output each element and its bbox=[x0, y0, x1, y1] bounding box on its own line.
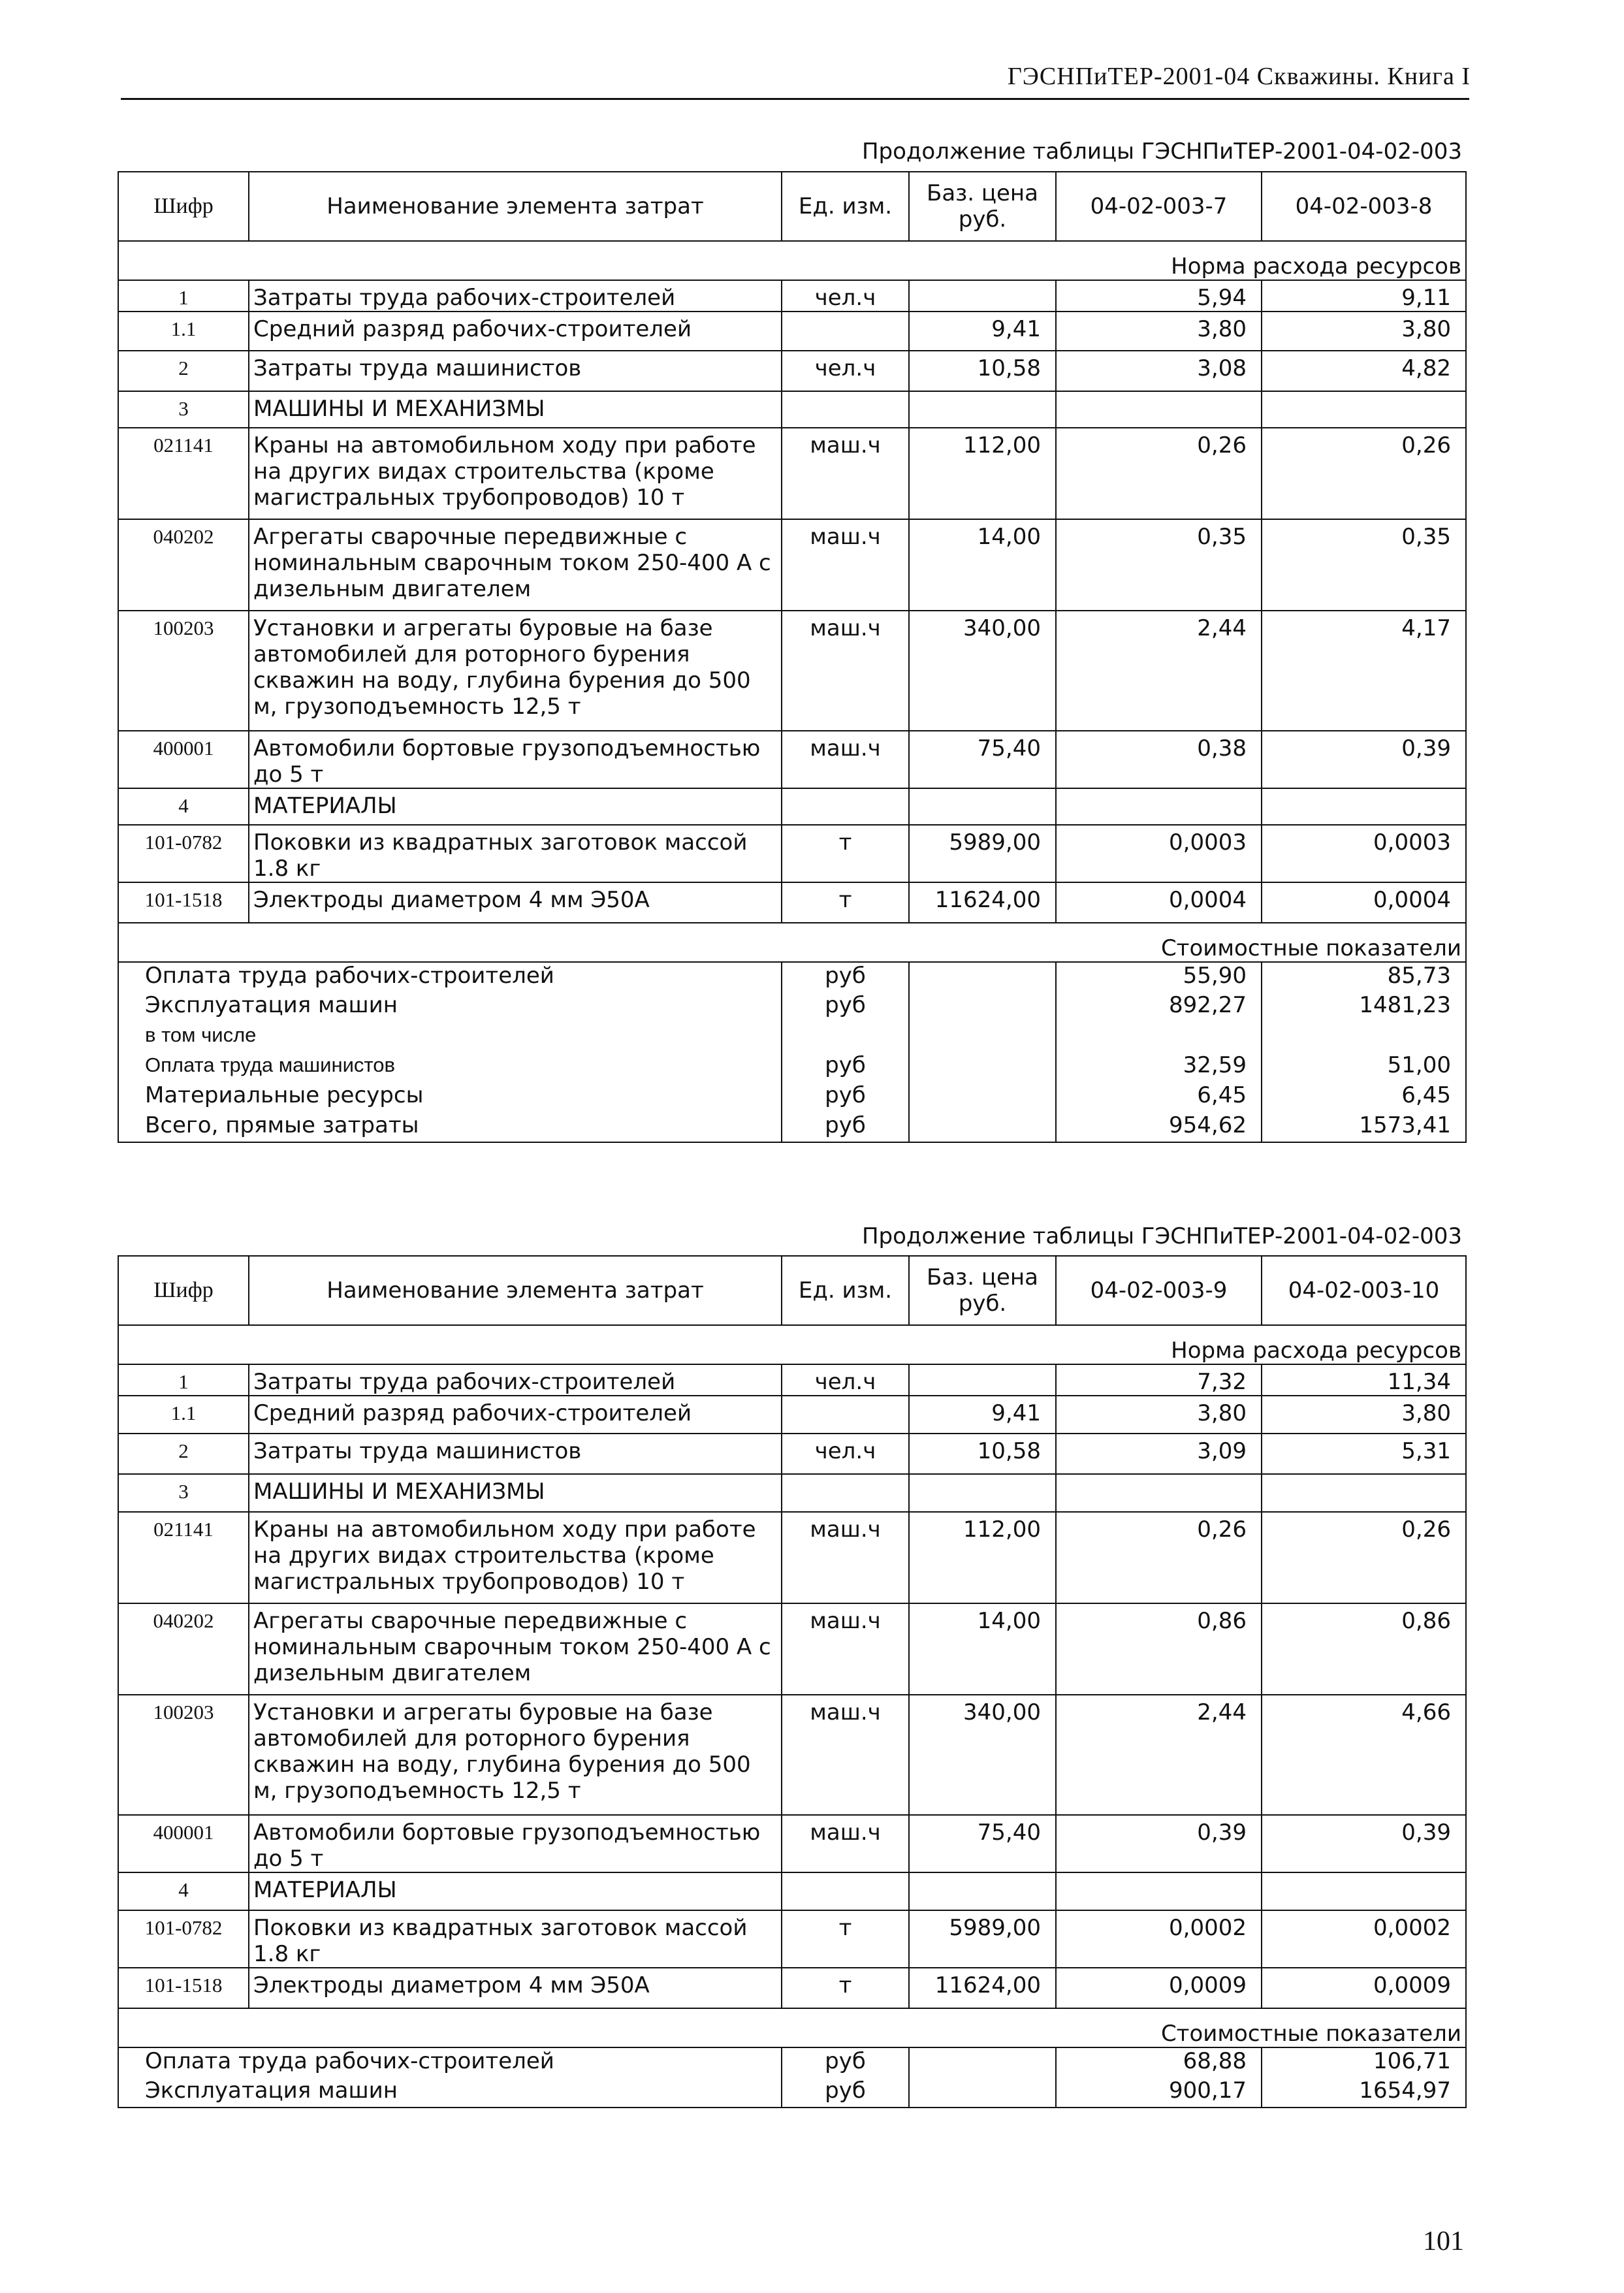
row-unit: чел.ч bbox=[782, 1434, 909, 1474]
row-code: 400001 bbox=[118, 1815, 249, 1872]
cost-row-unit: руб bbox=[782, 1112, 909, 1142]
cost-row-value-a: 954,62 bbox=[1056, 1112, 1262, 1142]
cost-row-price bbox=[909, 1082, 1056, 1112]
table-row bbox=[118, 1815, 1466, 1872]
row-value-b: 0,0003 bbox=[1262, 825, 1466, 882]
table-row bbox=[118, 1474, 1466, 1512]
table-row bbox=[118, 788, 1466, 825]
col-name-header: Наименование элемента затрат bbox=[249, 1256, 782, 1325]
cost-row-value-a: 32,59 bbox=[1056, 1052, 1262, 1082]
row-price: 11624,00 bbox=[909, 1968, 1056, 2008]
row-code: 021141 bbox=[118, 1512, 249, 1603]
row-unit: маш.ч bbox=[782, 611, 909, 731]
row-value-b: 11,34 bbox=[1262, 1364, 1466, 1396]
row-unit: маш.ч bbox=[782, 1695, 909, 1815]
col-price-header: Баз. цена руб. bbox=[909, 172, 1056, 241]
table-row bbox=[118, 731, 1466, 788]
table-row bbox=[118, 1364, 1466, 1396]
cost-row bbox=[118, 962, 1466, 992]
row-value-a: 3,09 bbox=[1056, 1434, 1262, 1474]
row-code: 100203 bbox=[118, 1695, 249, 1815]
table-row bbox=[118, 1872, 1466, 1910]
row-name: Установки и агрегаты буровые на базе автомобилей для роторного бурения скважин на воду, глубина бурения до 500 м, грузоподъемность 12,5 т bbox=[249, 611, 782, 731]
section-title: МАТЕРИАЛЫ bbox=[249, 1872, 782, 1910]
cost-row-value-a: 900,17 bbox=[1056, 2077, 1262, 2108]
table-row bbox=[118, 825, 1466, 882]
row-code: 101-0782 bbox=[118, 825, 249, 882]
col-b-header: 04-02-003-8 bbox=[1262, 172, 1466, 241]
cost-label-row bbox=[118, 2008, 1466, 2047]
cost-row-value-a: 68,88 bbox=[1056, 2047, 1262, 2077]
row-unit: чел.ч bbox=[782, 280, 909, 312]
row-unit bbox=[782, 391, 909, 428]
row-value-b: 0,26 bbox=[1262, 1512, 1466, 1603]
row-unit bbox=[782, 1872, 909, 1910]
cost-row-value-b: 106,71 bbox=[1262, 2047, 1466, 2077]
row-value-b: 3,80 bbox=[1262, 1396, 1466, 1434]
cost-row-value-b: 51,00 bbox=[1262, 1052, 1466, 1082]
cost-row-price bbox=[909, 1112, 1056, 1142]
cost-row-unit: руб bbox=[782, 962, 909, 992]
row-price bbox=[909, 1872, 1056, 1910]
cost-row-price bbox=[909, 1052, 1056, 1082]
cost-row-unit: руб bbox=[782, 992, 909, 1022]
cost-row-value-b bbox=[1262, 1022, 1466, 1052]
row-price: 5989,00 bbox=[909, 1910, 1056, 1968]
table-row bbox=[118, 351, 1466, 391]
row-code: 4 bbox=[118, 788, 249, 825]
row-value-a: 0,0003 bbox=[1056, 825, 1262, 882]
table-row bbox=[118, 882, 1466, 923]
row-code: 1 bbox=[118, 1364, 249, 1396]
table-row bbox=[118, 1434, 1466, 1474]
table-row bbox=[118, 1695, 1466, 1815]
table-caption-1: Продолжение таблицы ГЭСНПиТЕР-2001-04-02-003 bbox=[861, 138, 1462, 165]
row-value-b bbox=[1262, 1872, 1466, 1910]
row-price: 11624,00 bbox=[909, 882, 1056, 923]
row-price bbox=[909, 1364, 1056, 1396]
cost-row bbox=[118, 2047, 1466, 2077]
cost-row-value-b: 6,45 bbox=[1262, 1082, 1466, 1112]
row-code: 1.1 bbox=[118, 1396, 249, 1434]
norm-label-row bbox=[118, 1325, 1466, 1364]
row-value-b: 4,82 bbox=[1262, 351, 1466, 391]
row-value-a: 3,80 bbox=[1056, 1396, 1262, 1434]
row-unit: т bbox=[782, 825, 909, 882]
resource-table-2 bbox=[118, 1255, 1467, 2108]
section-title: МАШИНЫ И МЕХАНИЗМЫ bbox=[249, 391, 782, 428]
resource-table-1 bbox=[118, 171, 1467, 1143]
row-unit: чел.ч bbox=[782, 351, 909, 391]
row-price: 9,41 bbox=[909, 1396, 1056, 1434]
row-value-b: 4,17 bbox=[1262, 611, 1466, 731]
cost-row bbox=[118, 992, 1466, 1022]
cost-row-label: Оплата труда рабочих-строителей bbox=[118, 962, 782, 992]
row-price bbox=[909, 788, 1056, 825]
row-name: Краны на автомобильном ходу при работе на других видах строительства (кроме магистральных трубопроводов) 10 т bbox=[249, 428, 782, 519]
row-price: 340,00 bbox=[909, 611, 1056, 731]
cost-label: Стоимостные показатели bbox=[118, 923, 1466, 962]
cost-row bbox=[118, 1052, 1466, 1082]
table-row bbox=[118, 1603, 1466, 1695]
row-value-b: 4,66 bbox=[1262, 1695, 1466, 1815]
row-unit bbox=[782, 312, 909, 351]
row-price: 340,00 bbox=[909, 1695, 1056, 1815]
row-value-a: 0,38 bbox=[1056, 731, 1262, 788]
row-code: 040202 bbox=[118, 1603, 249, 1695]
cost-label-row bbox=[118, 923, 1466, 962]
cost-row-unit: руб bbox=[782, 1052, 909, 1082]
cost-row-value-a: 892,27 bbox=[1056, 992, 1262, 1022]
row-unit: маш.ч bbox=[782, 731, 909, 788]
row-name: Затраты труда машинистов bbox=[249, 351, 782, 391]
row-price bbox=[909, 1474, 1056, 1512]
row-name: Затраты труда машинистов bbox=[249, 1434, 782, 1474]
row-code: 1 bbox=[118, 280, 249, 312]
table-row bbox=[118, 1512, 1466, 1603]
row-code: 1.1 bbox=[118, 312, 249, 351]
row-value-a: 5,94 bbox=[1056, 280, 1262, 312]
cost-row-value-a: 6,45 bbox=[1056, 1082, 1262, 1112]
cost-row-value-b: 1654,97 bbox=[1262, 2077, 1466, 2108]
cost-row-label: Эксплуатация машин bbox=[118, 2077, 782, 2108]
row-name: Краны на автомобильном ходу при работе на других видах строительства (кроме магистральных трубопроводов) 10 т bbox=[249, 1512, 782, 1603]
row-price: 9,41 bbox=[909, 312, 1056, 351]
row-price: 10,58 bbox=[909, 1434, 1056, 1474]
row-value-a: 0,39 bbox=[1056, 1815, 1262, 1872]
row-value-a bbox=[1056, 391, 1262, 428]
row-name: Установки и агрегаты буровые на базе автомобилей для роторного бурения скважин на воду, глубина бурения до 500 м, грузоподъемность 12,5 т bbox=[249, 1695, 782, 1815]
row-value-a: 0,35 bbox=[1056, 519, 1262, 611]
cost-row-price bbox=[909, 962, 1056, 992]
row-unit: маш.ч bbox=[782, 428, 909, 519]
row-value-b: 9,11 bbox=[1262, 280, 1466, 312]
running-header: ГЭСНПиТЕР-2001-04 Скважины. Книга I bbox=[1007, 63, 1471, 90]
row-name: Автомобили бортовые грузоподъемностью до 5 т bbox=[249, 1815, 782, 1872]
row-name: Поковки из квадратных заготовок массой 1.8 кг bbox=[249, 1910, 782, 1968]
cost-row-value-a: 55,90 bbox=[1056, 962, 1262, 992]
row-price: 14,00 bbox=[909, 519, 1056, 611]
row-value-a: 3,80 bbox=[1056, 312, 1262, 351]
row-value-b: 0,86 bbox=[1262, 1603, 1466, 1695]
cost-row-label: Оплата труда рабочих-строителей bbox=[118, 2047, 782, 2077]
row-name: Поковки из квадратных заготовок массой 1.8 кг bbox=[249, 825, 782, 882]
row-value-a: 0,0002 bbox=[1056, 1910, 1262, 1968]
row-price: 75,40 bbox=[909, 1815, 1056, 1872]
col-code-header: Шифр bbox=[118, 1256, 249, 1325]
cost-row-value-a bbox=[1056, 1022, 1262, 1052]
table-row bbox=[118, 611, 1466, 731]
row-code: 100203 bbox=[118, 611, 249, 731]
table-row bbox=[118, 428, 1466, 519]
cost-row-label: Материальные ресурсы bbox=[118, 1082, 782, 1112]
norm-label: Норма расхода ресурсов bbox=[118, 1325, 1466, 1364]
section-title: МАТЕРИАЛЫ bbox=[249, 788, 782, 825]
table-row bbox=[118, 391, 1466, 428]
section-title: МАШИНЫ И МЕХАНИЗМЫ bbox=[249, 1474, 782, 1512]
table-row bbox=[118, 1910, 1466, 1968]
row-unit: маш.ч bbox=[782, 1512, 909, 1603]
cost-row-price bbox=[909, 992, 1056, 1022]
row-value-b: 0,0002 bbox=[1262, 1910, 1466, 1968]
row-code: 101-1518 bbox=[118, 882, 249, 923]
cost-row-unit: руб bbox=[782, 1082, 909, 1112]
norm-label: Норма расхода ресурсов bbox=[118, 241, 1466, 280]
row-name: Агрегаты сварочные передвижные с номинальным сварочным током 250-400 А с дизельным двигателем bbox=[249, 519, 782, 611]
row-unit bbox=[782, 788, 909, 825]
row-value-b: 0,26 bbox=[1262, 428, 1466, 519]
row-price: 14,00 bbox=[909, 1603, 1056, 1695]
row-value-a: 3,08 bbox=[1056, 351, 1262, 391]
norm-label-row bbox=[118, 241, 1466, 280]
row-unit: т bbox=[782, 1968, 909, 2008]
table-header-row bbox=[118, 172, 1466, 241]
row-value-b: 5,31 bbox=[1262, 1434, 1466, 1474]
header-rule bbox=[121, 98, 1469, 100]
cost-row-unit: руб bbox=[782, 2047, 909, 2077]
row-value-a: 0,0004 bbox=[1056, 882, 1262, 923]
cost-row-label: в том числе bbox=[118, 1022, 782, 1052]
row-value-b: 0,0009 bbox=[1262, 1968, 1466, 2008]
row-code: 400001 bbox=[118, 731, 249, 788]
row-name: Электроды диаметром 4 мм Э50А bbox=[249, 1968, 782, 2008]
row-price bbox=[909, 391, 1056, 428]
row-name: Затраты труда рабочих-строителей bbox=[249, 1364, 782, 1396]
cost-row-unit: руб bbox=[782, 2077, 909, 2108]
row-value-b: 0,0004 bbox=[1262, 882, 1466, 923]
cost-row bbox=[118, 1082, 1466, 1112]
cost-row bbox=[118, 1112, 1466, 1142]
table-row bbox=[118, 312, 1466, 351]
row-unit: маш.ч bbox=[782, 1603, 909, 1695]
col-price-header: Баз. цена руб. bbox=[909, 1256, 1056, 1325]
row-value-a: 0,26 bbox=[1056, 1512, 1262, 1603]
row-code: 021141 bbox=[118, 428, 249, 519]
col-unit-header: Ед. изм. bbox=[782, 172, 909, 241]
row-unit: чел.ч bbox=[782, 1364, 909, 1396]
cost-label: Стоимостные показатели bbox=[118, 2008, 1466, 2047]
row-value-a: 0,26 bbox=[1056, 428, 1262, 519]
table-row bbox=[118, 1968, 1466, 2008]
cost-row bbox=[118, 2077, 1466, 2108]
row-value-b: 0,35 bbox=[1262, 519, 1466, 611]
row-value-b bbox=[1262, 788, 1466, 825]
col-unit-header: Ед. изм. bbox=[782, 1256, 909, 1325]
row-value-b: 0,39 bbox=[1262, 1815, 1466, 1872]
col-b-header: 04-02-003-10 bbox=[1262, 1256, 1466, 1325]
col-name-header: Наименование элемента затрат bbox=[249, 172, 782, 241]
row-code: 2 bbox=[118, 1434, 249, 1474]
row-unit bbox=[782, 1474, 909, 1512]
row-code: 4 bbox=[118, 1872, 249, 1910]
row-value-a bbox=[1056, 1872, 1262, 1910]
col-a-header: 04-02-003-9 bbox=[1056, 1256, 1262, 1325]
row-code: 101-0782 bbox=[118, 1910, 249, 1968]
row-unit: т bbox=[782, 882, 909, 923]
table-header-row bbox=[118, 1256, 1466, 1325]
cost-row-label: Эксплуатация машин bbox=[118, 992, 782, 1022]
row-unit: т bbox=[782, 1910, 909, 1968]
col-a-header: 04-02-003-7 bbox=[1056, 172, 1262, 241]
row-price bbox=[909, 280, 1056, 312]
cost-row-value-b: 1481,23 bbox=[1262, 992, 1466, 1022]
table-row bbox=[118, 1396, 1466, 1434]
row-name: Средний разряд рабочих-строителей bbox=[249, 1396, 782, 1434]
row-name: Автомобили бортовые грузоподъемностью до 5 т bbox=[249, 731, 782, 788]
row-price: 10,58 bbox=[909, 351, 1056, 391]
row-price: 112,00 bbox=[909, 428, 1056, 519]
row-value-a: 0,86 bbox=[1056, 1603, 1262, 1695]
table-caption-2: Продолжение таблицы ГЭСНПиТЕР-2001-04-02-003 bbox=[861, 1223, 1462, 1249]
row-name: Средний разряд рабочих-строителей bbox=[249, 312, 782, 351]
row-value-a: 2,44 bbox=[1056, 611, 1262, 731]
row-value-a: 7,32 bbox=[1056, 1364, 1262, 1396]
row-price: 112,00 bbox=[909, 1512, 1056, 1603]
row-value-a: 2,44 bbox=[1056, 1695, 1262, 1815]
row-value-a bbox=[1056, 1474, 1262, 1512]
row-code: 3 bbox=[118, 391, 249, 428]
cost-row bbox=[118, 1022, 1466, 1052]
col-code-header: Шифр bbox=[118, 172, 249, 241]
row-unit bbox=[782, 1396, 909, 1434]
row-code: 2 bbox=[118, 351, 249, 391]
page-number: 101 bbox=[1423, 2226, 1464, 2256]
cost-row-value-b: 85,73 bbox=[1262, 962, 1466, 992]
cost-row-label: Оплата труда машинистов bbox=[118, 1052, 782, 1082]
row-name: Агрегаты сварочные передвижные с номинальным сварочным током 250-400 А с дизельным двигателем bbox=[249, 1603, 782, 1695]
row-code: 3 bbox=[118, 1474, 249, 1512]
table-row bbox=[118, 280, 1466, 312]
row-value-b: 0,39 bbox=[1262, 731, 1466, 788]
row-name: Электроды диаметром 4 мм Э50А bbox=[249, 882, 782, 923]
row-price: 75,40 bbox=[909, 731, 1056, 788]
row-unit: маш.ч bbox=[782, 1815, 909, 1872]
row-unit: маш.ч bbox=[782, 519, 909, 611]
row-price: 5989,00 bbox=[909, 825, 1056, 882]
cost-row-label: Всего, прямые затраты bbox=[118, 1112, 782, 1142]
cost-row-price bbox=[909, 1022, 1056, 1052]
cost-row-unit bbox=[782, 1022, 909, 1052]
row-value-b bbox=[1262, 391, 1466, 428]
row-value-a: 0,0009 bbox=[1056, 1968, 1262, 2008]
row-code: 040202 bbox=[118, 519, 249, 611]
row-code: 101-1518 bbox=[118, 1968, 249, 2008]
cost-row-price bbox=[909, 2077, 1056, 2108]
cost-row-value-b: 1573,41 bbox=[1262, 1112, 1466, 1142]
table-row bbox=[118, 519, 1466, 611]
row-value-a bbox=[1056, 788, 1262, 825]
cost-row-price bbox=[909, 2047, 1056, 2077]
row-name: Затраты труда рабочих-строителей bbox=[249, 280, 782, 312]
row-value-b bbox=[1262, 1474, 1466, 1512]
row-value-b: 3,80 bbox=[1262, 312, 1466, 351]
